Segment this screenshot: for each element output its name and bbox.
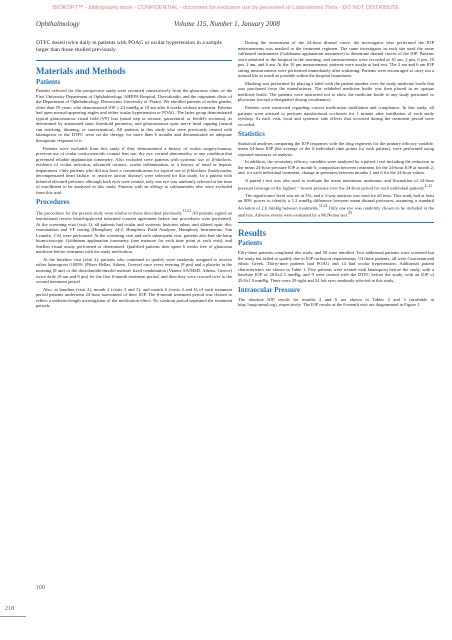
results-paragraph-1: Fifty-three patients completed this study, and 58 were enrolled. Two additional patients were screened but the study but failed to qualify due to IOP inclusion requirements. Of those patients, all were Caucasian and ethnic Greek. Thirty-nine patients had POAG and 14 had ocular hypertension. Additional patient characteristics are shown in Table 1. Five patients were treated with latanoprost before the study, with a baseline IOP of 28.8±2.5 mmHg, and 9 were treated with the DTFC before the study, with an IOP of 29.0±1.9 mmHg. There were 29 right and 24 left eyes randomly selected in this study.: [238, 249, 434, 283]
margin-line: [0, 616, 26, 617]
right-paragraph-2: Masking was performed by placing a label with the patient number over the study medicine bottle that was purchased from the manufacturer. The relabeled medicine bottle was then placed in an opaque medicine bottle. The patients were instructed not to show the medicine bottle to any study personnel or physician (except a designated dosing coordinator).: [238, 80, 434, 103]
patients-heading: Patients: [36, 77, 61, 86]
procedures-heading: Procedures: [36, 198, 70, 207]
running-head: [36, 20, 432, 28]
reference-superscript: 11,21: [182, 209, 192, 214]
reference-superscript: 11,22: [319, 203, 328, 208]
left-column: [36, 40, 232, 311]
issue-info: Volume 115, Number 1, January 2008: [174, 20, 280, 28]
procedures-paragraph-2: At the baseline visit (visit 2), patients who continued to qualify were randomly assigned to receive either latanoprost 0.005% (Pfizer Hellas, Athens, Greece) once every evening (8 pm) and a placebo in the morning (8 am) or the dorzolamide/timolol maleate fixed combination (Vianex SA/MSD, Athens, Greece) twice daily (8 am and 8 pm) for the first 6-month treatment period, and then they were crossed over to the second treatment period.: [36, 256, 232, 285]
intraocular-pressure-heading: Intraocular Pressure: [238, 286, 301, 295]
right-paragraph-3: Patients were instructed regarding correct medication instillation and compliance. In this study, all patients were advised to perform nasolacrimal occlusion for 1 minute after instillation of each study eyedrop. At each visit, local and systemic side effects that occurred during the treatment period were recorded.: [238, 105, 434, 127]
statistics-paragraph-2: In addition, the secondary efficacy variables were analyzed by a paired t test including the reduction in the mean 24-hour pressure IOP at month 6; comparison between treatment for the 24-hour IOP at month 2; and, for each individual treatment, change in pressures between months 2 and 6 for the 24-hour values.: [238, 159, 434, 176]
procedures-paragraph-3: Also, at baseline (visit 2), month 2 (visits 3 and 5), and month 6 (visits 4 and 6) of each treatment period patients underwent 24-hour assessment of their IOP. The 6-month treatment period was chosen to reflect a midterm-length investigation of the medication effect. No washout period separated the treatment periods.: [36, 286, 232, 309]
statistics-paragraph-1: Statistical analyses comparing the IOP responses with the drug regimens for the primary efficacy variable, mean 24-hour IOP (the average of the 6 individual time points for each patient), were performed using repeated measures of analysis.: [238, 140, 434, 157]
reference-superscript: 4–11: [424, 183, 433, 188]
statistics-paragraph-3: [238, 178, 434, 191]
results-patients-heading: Patients: [238, 239, 263, 248]
procedures-paragraph-1: [36, 209, 232, 255]
intro-paragraph: DTFC dosed twice daily in patients with POAG or ocular hypertension in a sample larger than those studied previously.: [36, 40, 222, 53]
patients-paragraph-2: Patients were excluded from this study if they demonstrated a history of ocular surgery/trauma, previous use of ocular corticosteroids, contact lens use, dry eye, corneal abnormality, or any condition that prevented reliable applanation tonometry. Also excluded were patients with systemic use of β-blockers, evidence of ocular infection, advanced cataract, ocular inflammation, or a history of renal or hepatic impairment. Only patients who did not have a contraindication for topical use of β-blockers (bradycardia, decompensated heart failure, or reactive airway disease) were selected for this study. In a patient with bilateral elevated pressure, although both eyes were treated, only one eye was randomly selected at the time of enrollment to be analyzed in this study. Patients with an allergy to sulfonamides also were excluded from this trial.: [36, 145, 232, 195]
patients-paragraph-1: Patients selected for this prospective study were recruited consecutively from the glaucoma clinic of the First University Department of Ophthalmology, AHEPA Hospital, Thessaloniki, and the outpatient clinic of the Department of Ophthalmology, Democritus University of Thrace. We enrolled patients of either gender, older than 59 years, who demonstrated IOP ≥ 24 mmHg at 10 am after 6 weeks without treatment. Patients had open normal-appearing angles and either ocular hypertension or POAG. The latter group demonstrated typical glaucomatous visual field (VF) loss (nasal step or arcuate, paracentral, or Seidel's scotoma), as determined by automated static threshold perimetry, and glaucomatous optic nerve head cupping (neural rim notching, thinning, or saucerization). All patients in this study who were previously treated with latanoprost or the DTFC were on the therapy for more than 6 months and demonstrated an adequate therapeutic response to it.: [36, 88, 232, 144]
right-paragraph-1: During the assessment of the 24-hour diurnal curve, the investigator who performed the IOP measurements was masked to the treatment regimen. The same investigator in each site used the same calibrated instruments (Goldmann applanation tonometer) to determine diurnal curves of the IOP. Patients were admitted to the hospital in the morning, and measurements were recorded at 10 am, 2 pm, 6 pm, 10 pm, 2 am, and 6 am. At the 10 pm measurement, patients were awake at bed rest. The 2 am and 6 am IOP sitting measurements were performed immediately after wakening. Patients were encouraged to carry out a normal life as much as possible within the hospital boundaries.: [238, 40, 434, 79]
statistics-text-4b: Only one eye was randomly chosen to be included in the analysis. Adverse events were evaluated by a McNemar test.: [238, 205, 434, 218]
procedures-text-1: The procedures for the present study were similar to those described previously.: [36, 210, 183, 216]
journal-name: Ophthalmology: [36, 20, 80, 28]
folio-number: 100: [36, 585, 45, 591]
statistics-paragraph-4: [238, 193, 434, 218]
confidential-banner: BIOKOPT™ - bibliography book - CONFIDENTIAL - document for exclusive use by personnel of Laboratoires Théa - DO NOT DISTRIBUTE: [53, 5, 399, 11]
statistics-text-4: The significance level was set at 5%, and a 2-way analysis was used for all tests. This study had at least an 80% power to identify a 1.2 mmHg difference between mean diurnal pressures, assuming a standard deviation of 2.6 mmHg between treatments.: [238, 192, 434, 211]
results-heading: Results: [238, 227, 267, 238]
page-number: 218: [5, 606, 14, 612]
section-rule: [238, 222, 434, 223]
iop-paragraph-1: The absolute IOP results for months 2 and 6 are shown in Tables 2 and 3 (available at http://aaojournal.org), respectively. The IOP results at the 6-month visit are diagrammed in Figure 1.: [238, 296, 434, 308]
reference-superscript: 23: [348, 210, 352, 215]
right-column: [238, 40, 434, 310]
statistics-heading: Statistics: [238, 130, 265, 139]
statistics-text-3: A paired t test was also used to evaluate the mean maximum, minimum, and fluctuation of 24-hour pressure (average of the highest − lowest pressure over the 24-hour period for each individual patient).: [238, 178, 434, 191]
procedures-text-1b: All patients signed an institutional review board-approved informed consent agreement before any procedures were performed. At the screening visit (visit 1), all patients had ocular and systemic histories taken, and dilated optic disc examination and VF testing (Humphrey 24-2, Humphrey Field Analyzer, Humphrey Instruments, San Leandro, CA) were performed. At the screening visit and each subsequent visit, patients also had slit-lamp biomicroscopy. Goldmann applanation tonometry (one measure for each time point at each visit), and Snellen visual acuity performed or determined. Qualified patients then spent 6 weeks free of glaucoma medicine before treatment with the study medication.: [36, 210, 232, 255]
materials-methods-heading: Materials and Methods: [36, 66, 126, 76]
section-rule: [36, 60, 232, 61]
